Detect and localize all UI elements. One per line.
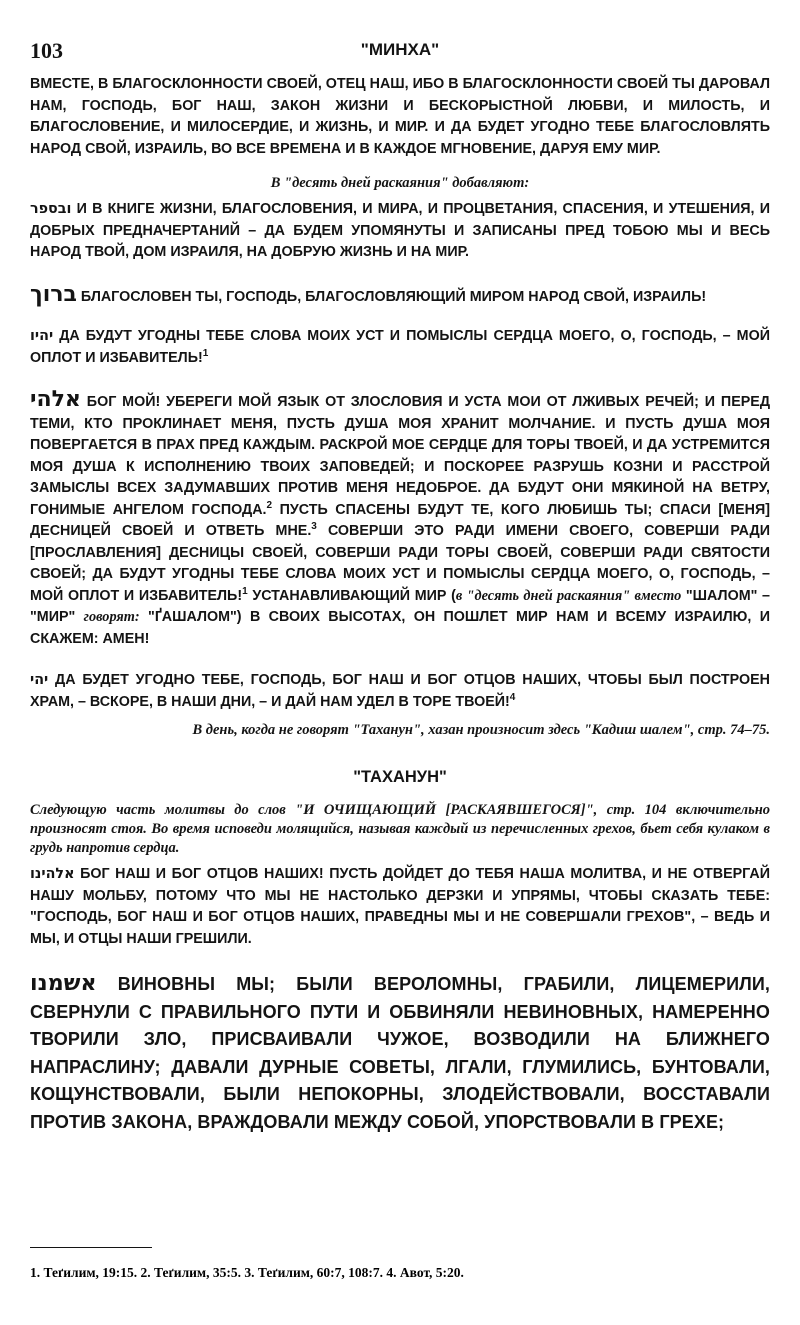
paragraph-text: БЛАГОСЛОВЕН ТЫ, ГОСПОДЬ, БЛАГОСЛОВЛЯЮЩИЙ МИРОМ НАРОД СВОЙ, ИЗРАИЛЬ! xyxy=(80,288,707,305)
paragraph-text: "ШАЛОМ" – "МИР" xyxy=(30,587,770,625)
paragraph-book-of-life xyxy=(30,199,770,264)
paragraph-my-god xyxy=(30,389,770,650)
paragraph-confession xyxy=(30,970,770,1136)
paragraph-text: БОГ НАШ И БОГ ОТЦОВ НАШИХ! ПУСТЬ ДОЙДЕТ ДО ТЕБЯ НАША МОЛИТВА, И НЕ ОТВЕРГАЙ НАШУ МОЛЬБУ, ПОТОМУ ЧТО МЫ НЕ НАСТОЛЬКО ДЕРЗКИ И УПРЯМЫ, ЧТОБЫ СКАЗАТЬ ТЕБЕ: "ГОСПОДЬ, БОГ НАШ И БОГ ОТЦОВ НАШИХ, ПРАВЕДНЫ МЫ И НЕ СОВЕРШАЛИ ГРЕХОВ", – ВЕДЬ И МЫ, И ОТЦЫ НАШИ ГРЕШИЛИ. xyxy=(30,866,770,947)
paragraph-text: СОВЕРШИ ЭТО РАДИ ИМЕНИ СВОЕГО, СОВЕРШИ РАДИ [ПРОСЛАВЛЕНИЯ] ДЕСНИЦЫ СВОЕЙ, СОВЕРШИ РАДИ ТОРЫ СВОЕЙ, СОВЕРШИ РАДИ СВЯТОСТИ СВОЕЙ; ДА БУДУТ УГОДНЫ ТЕБЕ СЛОВА МОИХ УСТ И ПОМЫСЛЫ СЕРДЦА МОЕГО, О, ГОСПОДЬ, – МОЙ ОПЛОТ И ИЗБАВИТЕЛЬ! xyxy=(30,523,770,604)
inline-instruction: в "десять дней раскаяния" вместо xyxy=(455,587,682,604)
paragraph-text: ДА БУДЕТ УГОДНО ТЕБЕ, ГОСПОДЬ, БОГ НАШ И БОГ ОТЦОВ НАШИХ, ЧТОБЫ БЫЛ ПОСТРОЕН ХРАМ, – ВСКОРЕ, В НАШИ ДНИ, – И ДАЙ НАМ УДЕЛ В ТОРЕ ТВОЕЙ! xyxy=(30,672,770,710)
paragraph-text: "ҐАШАЛОМ") В СВОИХ ВЫСОТАХ, ОН ПОШЛЕТ МИР НАМ И ВСЕМУ ИЗРАИЛЮ, И СКАЖЕМ: АМЕН! xyxy=(30,609,770,647)
paragraph-temple xyxy=(30,670,770,713)
hebrew-incipit: ברוך xyxy=(30,281,77,307)
paragraph-blessing-end: ВМЕСТЕ, В БЛАГОСКЛОННОСТИ СВОЕЙ, ОТЕЦ НАШ, ИБО В БЛАГОСКЛОННОСТИ СВОЕЙ ТЫ ДАРОВАЛ НАМ, ГОСПОДЬ, БОГ НАШ, ЗАКОН ЖИЗНИ И БЕСКОРЫСТНОЙ ЛЮБВИ, И МИЛОСТЬ, И БЛАГОСЛОВЕНИЕ, И МИЛОСЕРДИЕ, И ЖИЗНЬ, И МИР. И ДА БУДЕТ УГОДНО ТЕБЕ БЛАГОСЛОВЛЯТЬ НАРОД СВОЙ, ИЗРАИЛЬ, ВО ВСЕ ВРЕМЕНА И В КАЖДОЕ МГНОВЕНИЕ, ДАРУЯ ЕМУ МИР. xyxy=(30,76,770,157)
footnotes: 1. Теґилим, 19:15. 2. Теґилим, 35:5. 3. Теґилим, 60:7, 108:7. 4. Авот, 5:20. xyxy=(30,1265,464,1280)
footnote-divider xyxy=(30,1247,152,1248)
paragraph-text: ДА БУДУТ УГОДНЫ ТЕБЕ СЛОВА МОИХ УСТ И ПОМЫСЛЫ СЕРДЦА МОЕГО, О, ГОСПОДЬ, – МОЙ ОПЛОТ И ИЗБАВИТЕЛЬ! xyxy=(30,328,770,366)
paragraph-words-of-mouth xyxy=(30,326,770,369)
hebrew-incipit: אלהי xyxy=(30,387,81,412)
footnote-ref: 1 xyxy=(242,585,248,597)
section-title: "ТАХАНУН" xyxy=(353,768,447,786)
page-header xyxy=(30,38,770,68)
paragraph-our-god xyxy=(30,864,770,950)
footnote-ref: 3 xyxy=(311,521,317,533)
hebrew-incipit: יהיו xyxy=(30,328,54,344)
paragraph-text: ВИНОВНЫ МЫ; БЫЛИ ВЕРОЛОМНЫ, ГРАБИЛИ, ЛИЦЕМЕРИЛИ, СВЕРНУЛИ С ПРАВИЛЬНОГО ПУТИ И ОБВИНЯЛИ НЕВИНОВНЫХ, НАМЕРЕННО ТВОРИЛИ ЗЛО, ПРИСВАИВАЛИ ЧУЖОЕ, ВОЗВОДИЛИ НА БЛИЖНЕГО НАПРАСЛИНУ; ДАВАЛИ ДУРНЫЕ СОВЕТЫ, ЛГАЛИ, ГЛУМИЛИСЬ, БУНТОВАЛИ, КОЩУНСТВОВАЛИ, БЫЛИ НЕПОКОРНЫ, ЗЛОДЕЙСТВОВАЛИ, ВОССТАВАЛИ ПРОТИВ ЗАКОНА, ВРАЖДОВАЛИ МЕЖДУ СОБОЙ, УПОРСТВОВАЛИ В ГРЕХЕ; xyxy=(30,974,770,1132)
hebrew-incipit: יהי xyxy=(30,672,49,688)
inline-instruction: говорят: xyxy=(83,609,140,625)
hebrew-incipit: אשמנו xyxy=(30,971,97,996)
page-number: 103 xyxy=(30,38,63,63)
instruction-kaddish: В день, когда не говорят "Таханун", хазан произносит здесь "Кадиш шалем", стр. 74–75. xyxy=(192,722,770,738)
instruction-tachanun: Следующую часть молитвы до слов "И ОЧИЩАЮЩИЙ [РАСКАЯВШЕГОСЯ]", стр. 104 включительно произносят стоя. Во время исповеди молящийся, называя каждый из перечисленных грехов, бьет себя кулаком в грудь напротив сердца. xyxy=(30,802,770,856)
paragraph-blessed xyxy=(30,281,770,309)
running-title: "МИНХА" xyxy=(360,40,440,59)
paragraph-text: БОГ МОЙ! УБЕРЕГИ МОЙ ЯЗЫК ОТ ЗЛОСЛОВИЯ И УСТА МОИ ОТ ЛЖИВЫХ РЕЧЕЙ; И ПЕРЕД ТЕМИ, КТО ПРОКЛИНАЕТ МЕНЯ, ПУСТЬ ДУША МОЯ ХРАНИТ МОЛЧАНИЕ. И ПУСТЬ ДУША МОЯ ПОВЕРГАЕТСЯ В ПРАХ ПРЕД КАЖДЫМ. РАСКРОЙ МОЕ СЕРДЦЕ ДЛЯ ТОРЫ ТВОЕЙ, И ДА УСТРЕМИТСЯ МОЯ ДУША К ИСПОЛНЕНИЮ ТВОИХ ЗАПОВЕДЕЙ; И ПОСКОРЕЕ РАЗРУШЬ КОЗНИ И РАССТРОЙ ЗАМЫСЛЫ ВСЕХ ЗАДУМАВШИХ ПРОТИВ МЕНЯ НЕДОБРОЕ. ДА БУДУТ ОНИ МЯКИНОЙ НА ВЕТРУ, ГОНИМЫЕ АНГЕЛОМ ГОСПОДА. xyxy=(30,394,770,518)
paragraph-text: УСТАНАВЛИВАЮЩИЙ МИР ( xyxy=(247,587,456,604)
hebrew-incipit: ובספר xyxy=(30,201,72,217)
footnote-ref: 4 xyxy=(509,691,516,703)
hebrew-incipit: אלהינו xyxy=(30,866,75,882)
paragraph-text: И В КНИГЕ ЖИЗНИ, БЛАГОСЛОВЕНИЯ, И МИРА, И ПРОЦВЕТАНИЯ, СПАСЕНИЯ, И УТЕШЕНИЯ, И ДОБРЫХ ПРЕДНАЧЕРТАНИЙ – ДА БУДЕМ УПОМЯНУТЫ И ЗАПИСАНЫ ПРЕД ТОБОЮ МЫ И ВЕСЬ НАРОД ТВОЙ, ДОМ ИЗРАИЛЯ, НА ДОБРУЮ ЖИЗНЬ И НА МИР. xyxy=(30,201,770,260)
footnote-ref: 1 xyxy=(202,347,209,359)
footnote-ref: 2 xyxy=(266,499,273,511)
paragraph-text: ПУСТЬ СПАСЕНЫ БУДУТ ТЕ, КОГО ЛЮБИШЬ ТЫ; СПАСИ [МЕНЯ] ДЕСНИЦЕЙ СВОЕЙ И ОТВЕТЬ МНЕ. xyxy=(30,501,770,539)
instruction-ten-days: В "десять дней раскаяния" добавляют: xyxy=(270,175,530,191)
